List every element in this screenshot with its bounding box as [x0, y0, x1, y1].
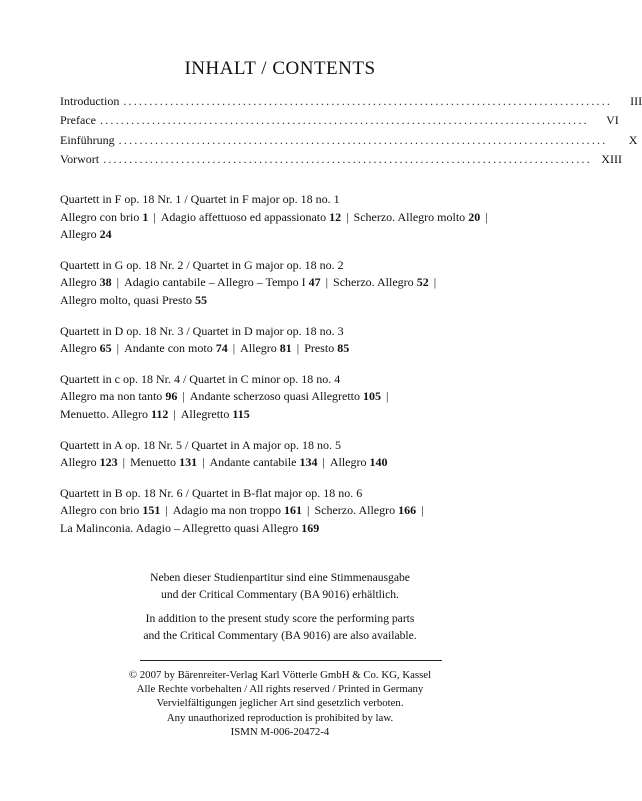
movement-separator: | [119, 455, 129, 470]
movement-line [60, 292, 520, 310]
movement-page-number: 55 [195, 292, 207, 307]
movement-name: Scherzo. Allegro molto [353, 209, 466, 224]
note-line: und der Critical Commentary (BA 9016) erhältlich. [161, 587, 399, 601]
movement-line [60, 340, 520, 358]
quartet-heading: Quartett in A op. 18 Nr. 5 / Quartet in A major op. 18 no. 5 [60, 437, 341, 452]
movement-separator: | [418, 503, 424, 518]
movement-line [60, 520, 520, 538]
toc-row [60, 94, 642, 113]
movement-line [60, 406, 520, 424]
movement [304, 341, 349, 355]
toc-leader-dots: .............................................................................................. [103, 151, 592, 166]
toc-label: Introduction [60, 94, 120, 108]
movement-name: Allegro molto, quasi Presto [60, 292, 192, 307]
movement-page-number: 123 [99, 455, 118, 470]
movement-separator: | [343, 209, 352, 224]
movement-name: Andante scherzoso quasi Allegretto [189, 389, 361, 404]
quartet-entry [60, 257, 520, 310]
copyright-line: © 2007 by Bärenreiter-Verlag Karl Vötterle GmbH & Co. KG, Kassel [128, 669, 432, 681]
quartet-heading: Quartett in D op. 18 Nr. 3 / Quartet in D major op. 18 no. 3 [60, 323, 344, 338]
toc-page-number: XIII [601, 151, 622, 166]
quartet-heading: Quartett in F op. 18 Nr. 1 / Quartet in F major op. 18 no. 1 [60, 192, 340, 206]
quartet-entry [60, 371, 520, 424]
movement-separator: | [430, 275, 437, 290]
toc-row [60, 113, 619, 132]
movement-separator: | [113, 275, 123, 290]
movement-name: Andante cantabile [209, 455, 297, 470]
copyright-line: Any unauthorized reproduction is prohibited by law. [166, 711, 394, 724]
movement-name: Allegro ma non tanto [60, 389, 163, 404]
movement-line [60, 454, 520, 472]
quartet-entry [60, 191, 520, 244]
movement-page-number: 81 [279, 341, 292, 356]
copyright-block [0, 668, 560, 739]
movement-name: Allegro [60, 341, 97, 356]
movement [60, 521, 319, 535]
isbn-line: ISMN M-006-20472-4 [230, 725, 330, 738]
movement-page-number: 12 [329, 209, 342, 224]
toc-page-number: III [630, 94, 642, 108]
movement-line [60, 209, 520, 227]
movement [333, 275, 429, 289]
quartet-entry [60, 485, 520, 538]
movement-name: Presto [304, 341, 335, 356]
movement-name: Allegro con brio [60, 503, 140, 518]
movement [130, 455, 197, 469]
movement-page-number: 65 [99, 341, 112, 356]
movement-separator: | [179, 389, 188, 404]
movement-name: Allegro con brio [60, 209, 140, 224]
movement-separator: | [229, 341, 239, 356]
toc-leader-dots: .............................................................................................. [123, 94, 613, 108]
copyright-line: Vervielfältigungen jeglicher Art sind gesetzlich verboten. [156, 697, 404, 710]
movement [124, 341, 228, 355]
toc-label: Vorwort [60, 151, 100, 166]
movement [161, 210, 341, 224]
front-matter-toc [60, 94, 642, 171]
movement-page-number: 85 [337, 341, 350, 356]
quartet-heading: Quartett in B op. 18 Nr. 6 / Quartet in B-flat major op. 18 no. 6 [60, 485, 363, 500]
movement-page-number: 134 [299, 455, 318, 470]
movement-name: Allegro [60, 455, 97, 470]
note-line: Neben dieser Studienpartitur sind eine Stimmenausgabe [150, 571, 410, 584]
movement-name: Adagio ma non troppo [172, 503, 282, 518]
movement-page-number: 151 [142, 503, 161, 518]
movement-name: Adagio cantabile – Allegro – Tempo I [124, 275, 306, 290]
movement [60, 210, 148, 224]
toc-row [60, 151, 622, 171]
toc-leader-dots: .............................................................................................. [118, 132, 608, 147]
copyright-line: Alle Rechte vorbehalten / All rights reserved / Printed in Germany [136, 683, 424, 696]
movement-separator: | [199, 455, 208, 470]
movement-separator: | [322, 275, 332, 290]
movement-line [60, 388, 520, 406]
movement-page-number: 74 [215, 341, 228, 356]
movement-page-number: 1 [142, 209, 149, 224]
movement-name: Menuetto. Allegro [60, 406, 148, 421]
quartet-heading: Quartett in G op. 18 Nr. 2 / Quartet in G major op. 18 no. 2 [60, 257, 344, 272]
movement-separator: | [482, 209, 488, 224]
movement-page-number: 105 [363, 389, 382, 404]
movement [60, 341, 112, 355]
movement-page-number: 131 [179, 455, 198, 470]
toc-label: Einführung [60, 132, 115, 147]
movement [60, 503, 160, 517]
movement-separator: | [304, 503, 313, 518]
movement-name: Scherzo. Allegro [314, 503, 396, 518]
divider-rule [140, 660, 442, 661]
movement-page-number: 52 [416, 275, 429, 290]
note-english [0, 611, 560, 644]
quartet-heading: Quartett in c op. 18 Nr. 4 / Quartet in C minor op. 18 no. 4 [60, 371, 341, 386]
quartet-contents-list [60, 191, 520, 551]
movement-name: Allegretto [180, 406, 230, 421]
movement-line [60, 274, 520, 292]
movement-separator: | [293, 341, 303, 356]
movement [314, 503, 416, 517]
toc-page-number: VI [606, 113, 619, 128]
movement-name: Menuetto [130, 455, 177, 470]
movement [354, 210, 481, 224]
movement-separator: | [319, 455, 328, 470]
movement [60, 227, 112, 241]
toc-row [60, 132, 638, 152]
movement [173, 503, 302, 517]
note-german [0, 570, 560, 603]
toc-label: Preface [60, 113, 96, 128]
movement [60, 293, 207, 307]
movement [60, 455, 118, 469]
movement-page-number: 140 [369, 455, 388, 470]
movement [209, 455, 317, 469]
movement-page-number: 47 [308, 275, 321, 290]
note-line: and the Critical Commentary (BA 9016) are also available. [143, 628, 417, 642]
movement-page-number: 96 [165, 389, 178, 404]
note-line: In addition to the present study score the performing parts [145, 612, 415, 625]
movement-page-number: 115 [232, 406, 250, 421]
movement-name: Scherzo. Allegro [333, 275, 414, 290]
movement-name: Allegro [60, 275, 97, 290]
movement-page-number: 166 [398, 503, 417, 518]
movement-separator: | [150, 209, 159, 224]
movement-name: Allegro [329, 455, 367, 470]
movement-line [60, 226, 520, 244]
movement-page-number: 24 [99, 227, 112, 242]
toc-page-number: X [628, 132, 638, 147]
movement-separator: | [383, 389, 389, 404]
movement-page-number: 38 [99, 275, 112, 290]
movement-page-number: 112 [150, 406, 169, 421]
movement-page-number: 20 [468, 209, 481, 224]
movement [240, 341, 292, 355]
movement-name: Allegro [60, 227, 97, 242]
movement-page-number: 161 [284, 503, 303, 518]
movement-separator: | [113, 341, 123, 356]
availability-note [0, 570, 560, 652]
movement [60, 407, 168, 421]
movement-name: La Malinconia. Adagio – Allegretto quasi Allegro [60, 520, 299, 535]
quartet-entry [60, 323, 520, 358]
movement-name: Adagio affettuoso ed appassionato [160, 209, 327, 224]
movement-line [60, 502, 520, 520]
movement [330, 455, 388, 469]
movement [190, 389, 381, 403]
movement [124, 275, 321, 289]
page-title: INHALT / CONTENTS [184, 58, 376, 79]
movement-name: Allegro [240, 341, 277, 356]
movement-separator: | [162, 503, 171, 518]
movement-name: Andante con moto [124, 341, 213, 356]
movement [181, 407, 250, 421]
movement-separator: | [170, 406, 179, 421]
movement [60, 275, 112, 289]
toc-leader-dots: .............................................................................................. [99, 113, 589, 128]
movement [60, 389, 177, 403]
movement-page-number: 169 [301, 520, 320, 535]
quartet-entry [60, 437, 520, 472]
